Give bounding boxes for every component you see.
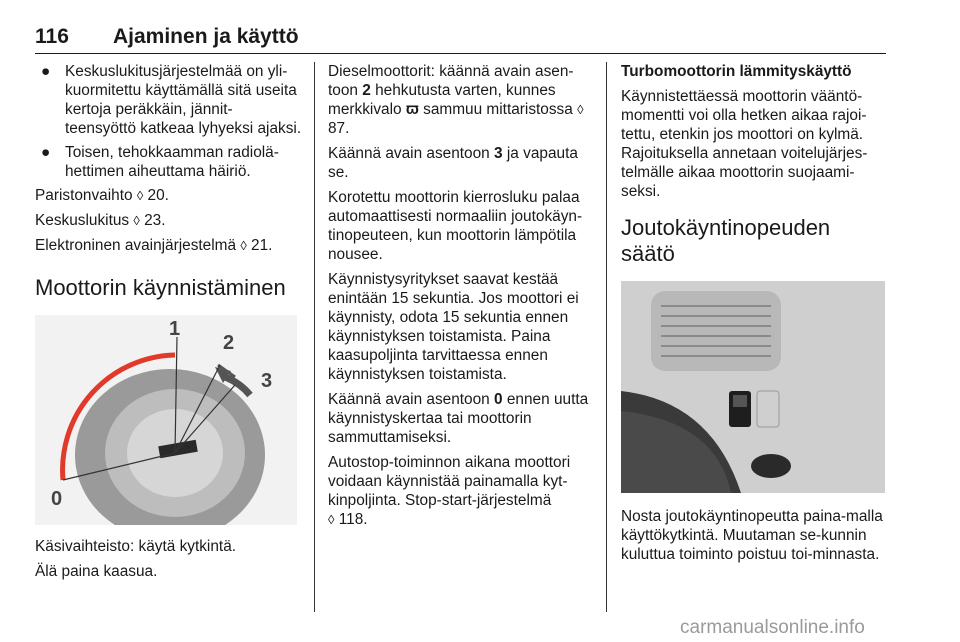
- list-item: ● Keskuslukitusjärjestelmää on yli-kuormitettu käyttämällä sitä useita kertoja peräkkäin, jännit-teensyöttö katkeaa lyhyeksi ajaksi.: [41, 63, 302, 137]
- column-1: [35, 62, 303, 587]
- position-label-3: 3: [261, 370, 273, 392]
- cross-reference[interactable]: 87.: [328, 120, 350, 137]
- paragraph: Käsivaihteisto: käytä kytkintä.: [35, 538, 237, 555]
- list-item: ● Toisen, tehokkaamman radiolä-hettimen aiheuttama häiriö.: [41, 144, 279, 180]
- paragraph: Käännä avain asentoon 3 ja vapauta se.: [328, 145, 578, 181]
- position-label-0: 0: [51, 488, 63, 510]
- paragraph: Korotettu moottorin kierrosluku palaa automaattisesti normaaliin joutokäyn-tinopeuteen, kun moottorin lämpötila nousee.: [328, 189, 583, 263]
- bullet-list: [35, 62, 303, 181]
- page-ref-icon: ◊: [577, 102, 584, 117]
- paragraph: Käynnistettäessä moottorin vääntö-momentti voi olla hetken aikaa rajoi-tettu, etenkin jos moottori on kylmä. Rajoituksella annetaan voitelujärjes-telmälle aikaa moottorin suojaami-seksi.: [621, 88, 868, 200]
- position-label-2: 2: [223, 332, 235, 354]
- position-label-1: 1: [169, 318, 181, 340]
- page-ref-icon: ◊: [328, 512, 335, 527]
- paragraph: Autostop-toiminnon aikana moottori voidaan käynnistää painamalla kyt-kinpoljinta. Stop-start-järjestelmä ◊ 118.: [328, 454, 571, 528]
- page-ref-icon: ◊: [133, 213, 140, 228]
- watermark: carmanualsonline.info: [680, 617, 865, 638]
- page-number: 116: [35, 25, 69, 48]
- page-title: Ajaminen ja käyttö: [113, 25, 299, 48]
- cross-reference[interactable]: Paristonvaihto ◊ 20.: [35, 187, 169, 204]
- page-header: [35, 25, 886, 54]
- paragraph: Nosta joutokäyntinopeutta paina-malla käyttökytkintä. Muutaman se-kunnin kuluttua toiminto poistuu toi-minnasta.: [621, 508, 883, 563]
- bullet-icon: ●: [41, 63, 51, 80]
- cross-reference[interactable]: Elektroninen avainjärjestelmä ◊ 21.: [35, 237, 273, 254]
- page-ref-icon: ◊: [136, 188, 144, 203]
- paragraph: Käännä avain asentoon 0 ennen uutta käynnistyskertaa tai moottorin sammuttamiseksi.: [328, 391, 589, 446]
- paragraph: Dieselmoottorit: käännä avain asen-toon 2 hehkutusta varten, kunnes merkkivalo ϖ sammuu mittaristossa ◊ 87.: [328, 63, 584, 137]
- cross-reference[interactable]: Keskuslukitus ◊ 23.: [35, 212, 166, 229]
- cross-reference[interactable]: 118.: [338, 511, 368, 528]
- bullet-icon: ●: [41, 144, 51, 161]
- page-ref-icon: ◊: [240, 238, 247, 253]
- column-divider: [606, 62, 607, 612]
- column-3: [621, 62, 887, 570]
- section-heading: Moottorin käynnistäminen: [35, 275, 286, 300]
- ignition-switch-figure: [35, 315, 297, 525]
- column-divider: [314, 62, 315, 612]
- column-2: [328, 62, 594, 535]
- section-heading: Joutokäyntinopeuden säätö: [621, 215, 831, 266]
- subsection-heading: Turbomoottorin lämmityskäyttö: [621, 63, 852, 80]
- paragraph: Käynnistysyritykset saavat kestää enintään 15 sekuntia. Jos moottori ei käynnisty, odota 15 sekuntia ennen käynnistyksen toistamista. Paina kaasupoljinta tarvittaessa ennen käynnistyksen toistamista.: [328, 271, 579, 383]
- glow-plug-icon: ϖ: [405, 101, 419, 118]
- paragraph: Älä paina kaasua.: [35, 563, 158, 580]
- idle-speed-switch-photo: [621, 281, 885, 493]
